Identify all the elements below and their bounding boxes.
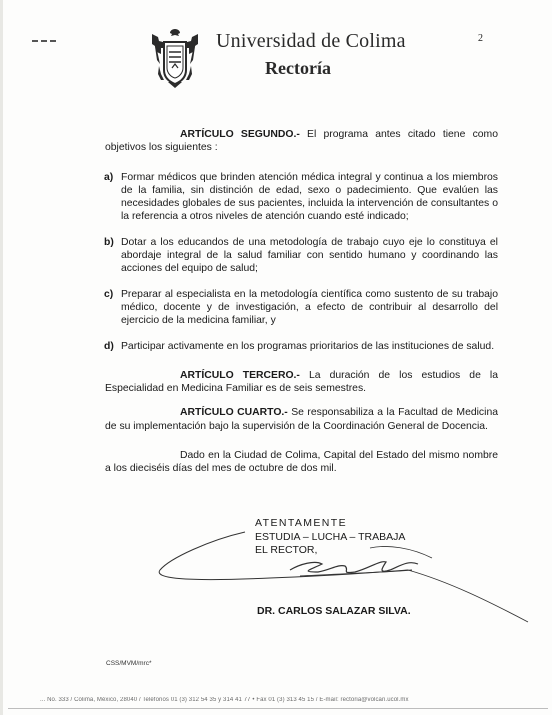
institution-name: Universidad de Colima (216, 30, 406, 52)
office-name: Rectoría (265, 58, 331, 78)
page-number: 2 (478, 33, 483, 44)
article-fourth-heading: ARTÍCULO CUARTO.- (180, 407, 288, 419)
signer-title: EL RECTOR, (255, 544, 318, 556)
article-fourth-text: Se responsabiliza a la Facultad de Medicina de su implementación bajo la supervisión de la Coordinación General de Docencia. (105, 407, 498, 432)
article-second-text: El programa antes citado tiene como objetivos los siguientes : (105, 129, 498, 154)
objective-item-d (105, 340, 498, 353)
closing-statement: Dado en la Ciudad de Colima, Capital del Estado del mismo nombre a los dieciséis días del mes de octubre de dos mil. (105, 450, 498, 475)
objective-label: b) (104, 236, 114, 248)
objective-item-a (105, 171, 498, 224)
objective-text: Dotar a los educandos de una metodología de trabajo cuyo eje lo constituya el abordaje integral de la salud familiar con sentido humano y coordinando las acciones del equipo de salud; (121, 236, 498, 275)
objective-item-b (105, 236, 498, 276)
objective-label: c) (104, 288, 114, 300)
footer-divider (8, 708, 548, 709)
objective-item-c (105, 288, 498, 328)
objective-text: Formar médicos que brinden atención médica integral y continua a los miembros de la familia, sin distinción de edad, sexo o padecimiento. Que evalúen las necesidades globales de sus pacientes, incluida la intervención de consultantes o la referencia a otros niveles de atención cuando esté indicado; (121, 171, 498, 223)
article-third-heading: ARTÍCULO TERCERO.- (180, 369, 300, 381)
scan-artifact (32, 40, 66, 43)
article-third-text: La duración de los estudios de la Especialidad en Medicina Familiar es de seis semestres. (105, 369, 499, 395)
footer-contact: ... No. 333 / Colima, México, 28040 / Teléfonos 01 (3) 312 54 35 y 314 41 77 • Fax 01 (3) 313 45 15 / E-mail: rectoria@volcan.ucol.mx (40, 697, 409, 703)
article-second-intro (105, 128, 498, 155)
signer-name: DR. CARLOS SALAZAR SILVA. (257, 605, 411, 617)
reference-initials: CSS/MVM/mrc* (106, 660, 152, 667)
objective-text: Preparar al especialista en la metodología científica como sustento de su trabajo médico, docente y de investigación, a efecto de contribuir al desarrollo del ejercicio de la medicina familiar, y (121, 288, 498, 327)
university-crest-icon (150, 26, 200, 90)
objective-label: a) (104, 171, 114, 183)
article-second-heading: ARTÍCULO SEGUNDO.- (180, 129, 300, 140)
motto: ESTUDIA – LUCHA – TRABAJA (255, 530, 406, 543)
article-fourth (105, 406, 498, 433)
article-third (105, 369, 498, 396)
objective-label: d) (104, 340, 114, 352)
salutation: ATENTAMENTE (255, 517, 348, 529)
objective-text: Participar activamente en los programas prioritarios de las instituciones de salud. (121, 340, 495, 352)
document-body (105, 128, 498, 476)
